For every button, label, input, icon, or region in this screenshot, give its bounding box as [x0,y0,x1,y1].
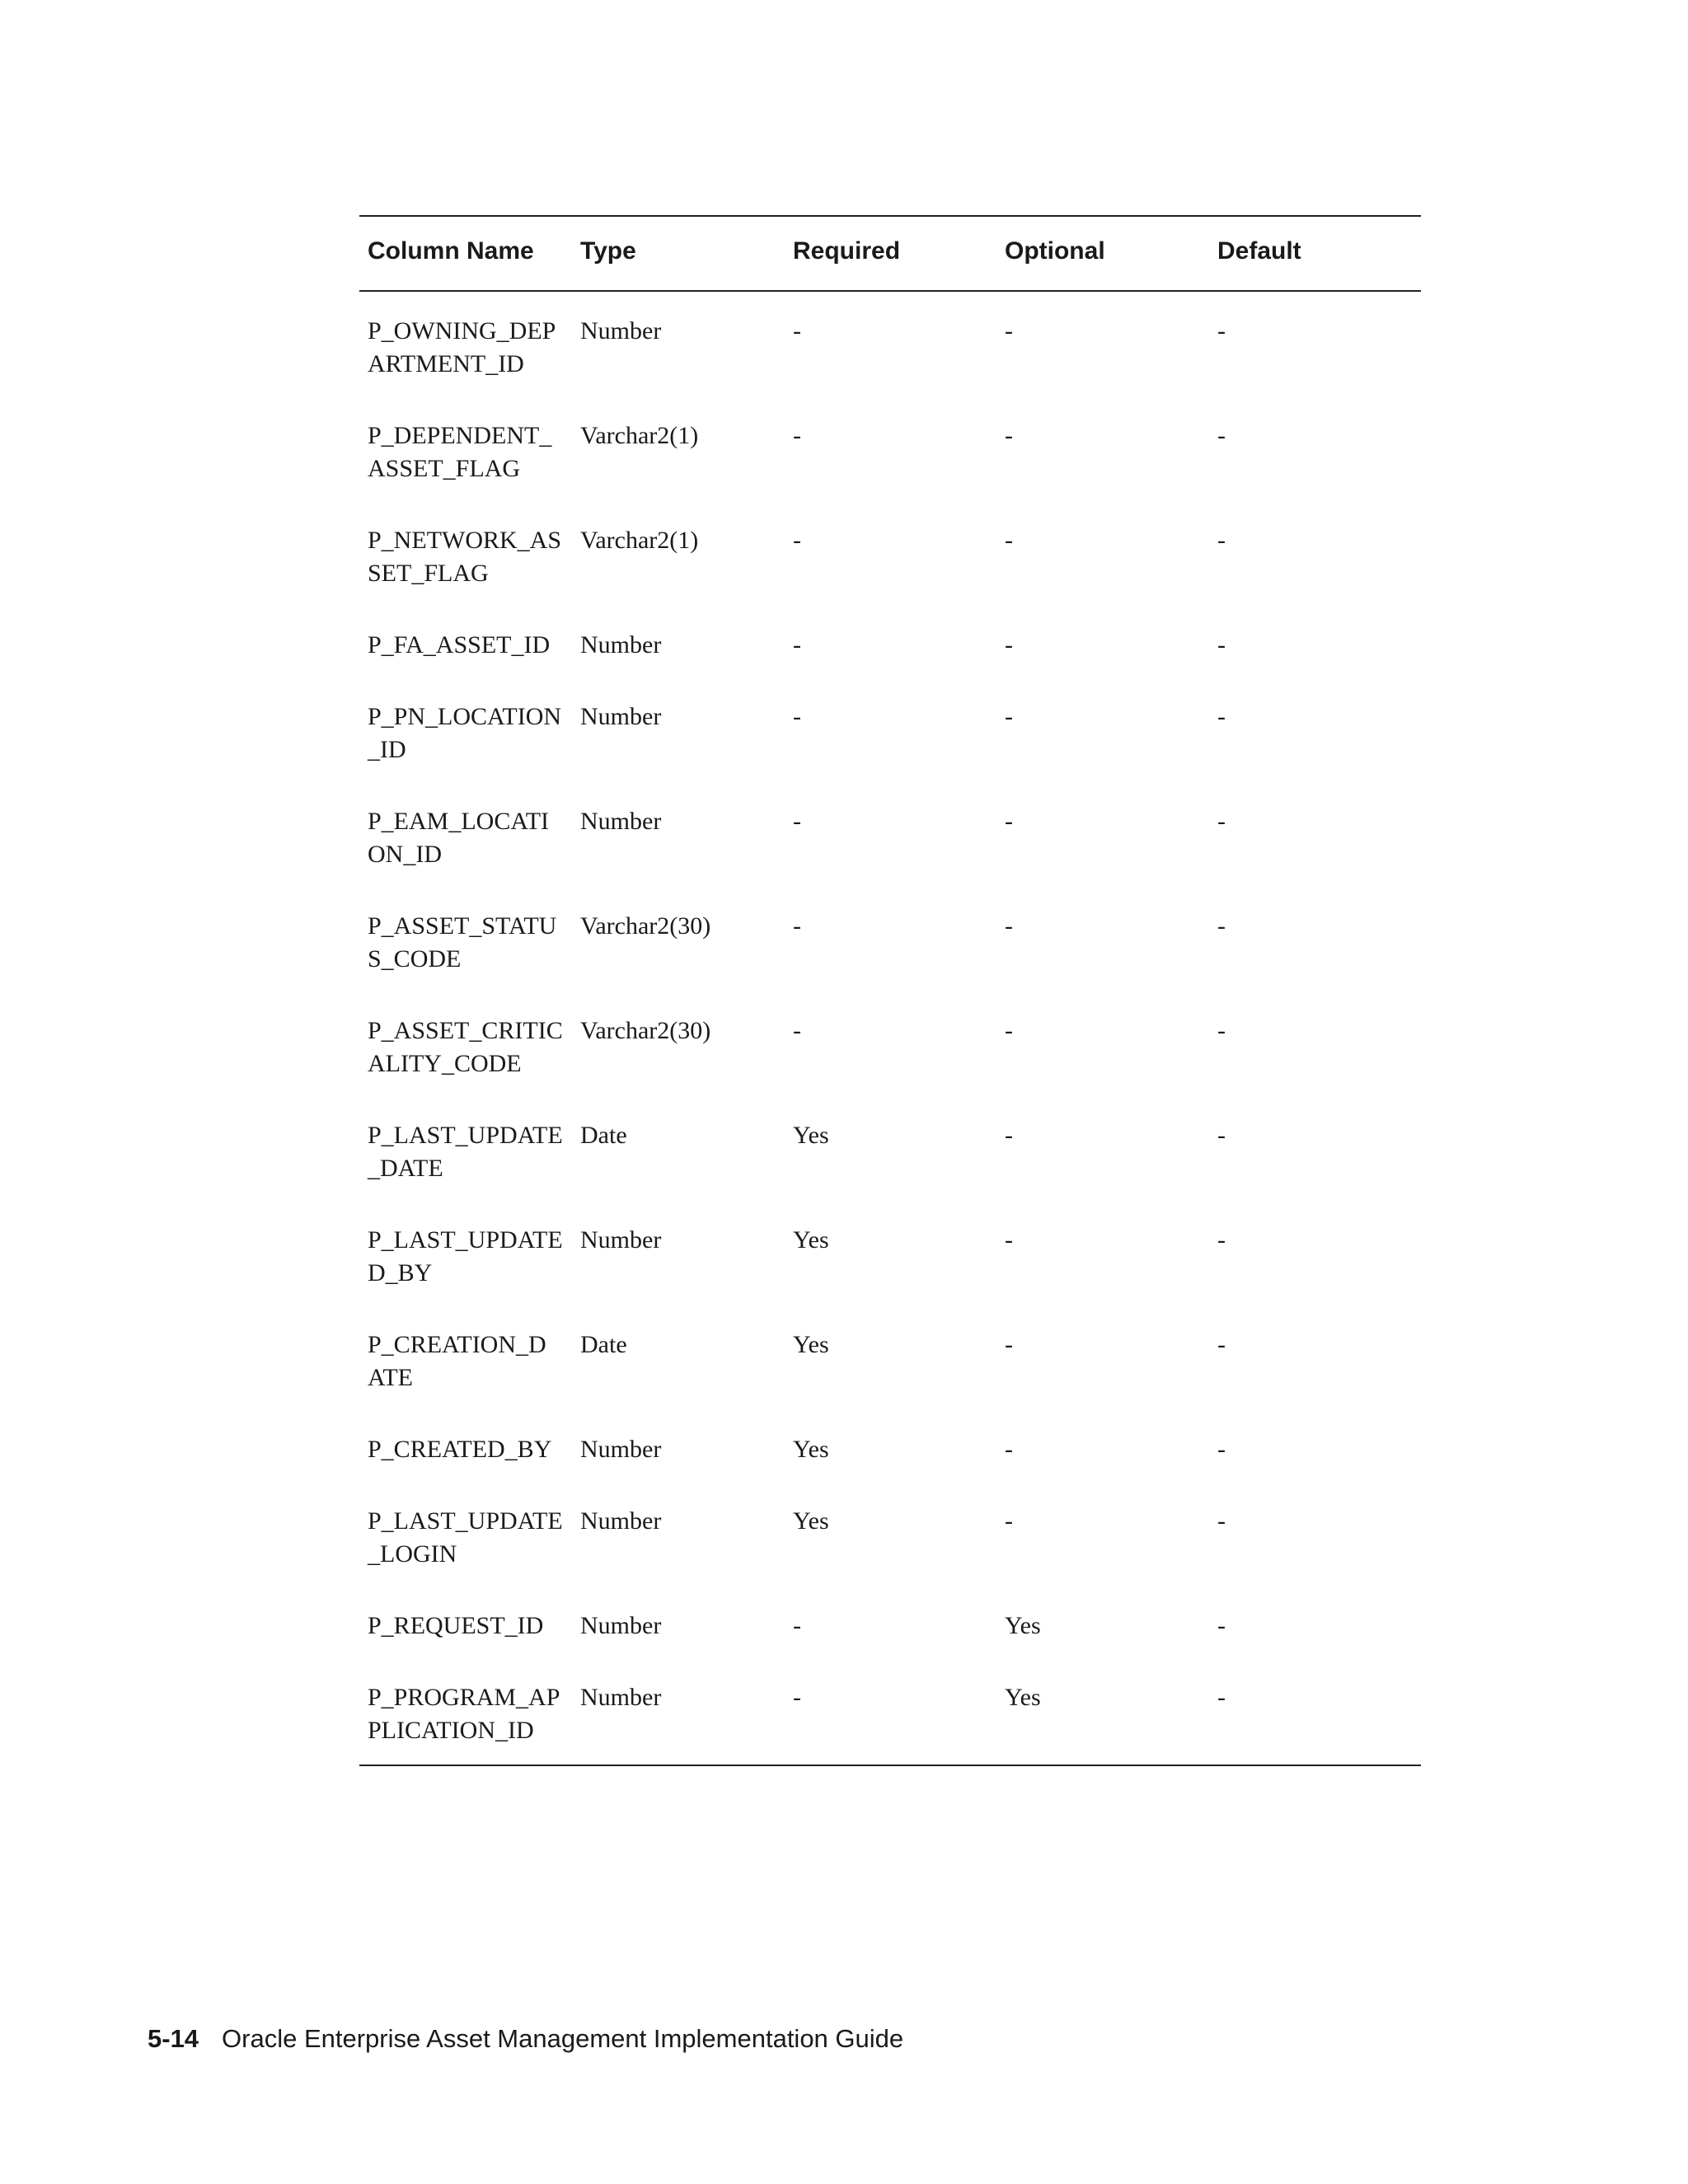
table-row [359,1207,1421,1312]
cell-type: Number [580,317,662,344]
cell-default: - [1217,1122,1226,1149]
cell-default: - [1217,808,1226,835]
cell-optional: - [1005,631,1013,658]
table-row [359,508,1421,612]
table-row [359,789,1421,893]
cell-optional: - [1005,703,1013,730]
cell-column-name: P_ASSET_CRITICALITY_CODE [368,1017,563,1077]
cell-required: Yes [793,1226,829,1254]
table-row [359,893,1421,998]
cell-required: - [793,1612,801,1639]
cell-column-name: P_DEPENDENT_ASSET_FLAG [368,422,552,482]
cell-optional: - [1005,317,1013,344]
cell-default: - [1217,1507,1226,1535]
cell-default: - [1217,1612,1226,1639]
cell-required: - [793,703,801,730]
cell-type: Date [580,1122,627,1149]
cell-column-name: P_LAST_UPDATE_LOGIN [368,1507,563,1568]
cell-required: - [793,631,801,658]
cell-default: - [1217,1017,1226,1044]
cell-column-name: P_CREATED_BY [368,1436,552,1463]
header-column-name: Column Name [368,237,534,265]
cell-default: - [1217,1684,1226,1711]
cell-default: - [1217,317,1226,344]
header-required: Required [793,237,901,265]
cell-type: Number [580,808,662,835]
cell-column-name: P_CREATION_DATE [368,1331,546,1391]
cell-type: Varchar2(30) [580,912,711,940]
table-row [359,998,1421,1103]
cell-optional: Yes [1005,1612,1041,1639]
cell-required: Yes [793,1331,829,1358]
cell-required: - [793,1684,801,1711]
table-row [359,612,1421,684]
cell-required: - [793,912,801,940]
table-row [359,1312,1421,1417]
cell-column-name: P_PROGRAM_APPLICATION_ID [368,1684,560,1744]
table-row [359,1665,1421,1765]
cell-optional: - [1005,1017,1013,1044]
cell-optional: - [1005,1331,1013,1358]
cell-optional: Yes [1005,1684,1041,1711]
cell-column-name: P_NETWORK_ASSET_FLAG [368,527,562,587]
cell-type: Number [580,703,662,730]
cell-column-name: P_LAST_UPDATED_BY [368,1226,563,1286]
cell-optional: - [1005,1507,1013,1535]
table-header [359,216,1421,291]
cell-required: - [793,317,801,344]
table-row [359,684,1421,789]
table-row [359,403,1421,508]
cell-required: Yes [793,1507,829,1535]
cell-optional: - [1005,527,1013,554]
cell-type: Number [580,1684,662,1711]
cell-type: Number [580,1612,662,1639]
cell-type: Varchar2(1) [580,422,699,449]
cell-optional: - [1005,1122,1013,1149]
cell-column-name: P_FA_ASSET_ID [368,631,551,658]
cell-optional: - [1005,1436,1013,1463]
table-row [359,1417,1421,1488]
cell-default: - [1217,912,1226,940]
cell-default: - [1217,1331,1226,1358]
parameter-table [359,215,1421,1766]
cell-required: Yes [793,1122,829,1149]
cell-column-name: P_EAM_LOCATION_ID [368,808,550,868]
cell-optional: - [1005,422,1013,449]
cell-type: Date [580,1331,627,1358]
cell-default: - [1217,422,1226,449]
cell-type: Varchar2(1) [580,527,699,554]
cell-optional: - [1005,912,1013,940]
table-row [359,1593,1421,1665]
cell-type: Number [580,1507,662,1535]
cell-type: Number [580,1226,662,1254]
cell-required: - [793,527,801,554]
cell-type: Number [580,631,662,658]
cell-optional: - [1005,1226,1013,1254]
cell-default: - [1217,703,1226,730]
cell-required: - [793,1017,801,1044]
cell-type: Number [580,1436,662,1463]
cell-column-name: P_PN_LOCATION_ID [368,703,562,763]
table-header-row [359,216,1421,291]
cell-column-name: P_REQUEST_ID [368,1612,544,1639]
cell-type: Varchar2(30) [580,1017,711,1044]
cell-optional: - [1005,808,1013,835]
cell-default: - [1217,527,1226,554]
cell-default: - [1217,1436,1226,1463]
header-type: Type [580,237,636,265]
table-row [359,1103,1421,1207]
table-row [359,291,1421,403]
cell-required: - [793,422,801,449]
cell-column-name: P_LAST_UPDATE_DATE [368,1122,563,1182]
page-footer [148,2024,903,2054]
cell-required: - [793,808,801,835]
header-optional: Optional [1005,237,1105,265]
cell-default: - [1217,631,1226,658]
table-body [359,291,1421,1765]
cell-default: - [1217,1226,1226,1254]
parameter-table-container [359,215,1421,1766]
cell-column-name: P_OWNING_DEPARTMENT_ID [368,317,556,377]
cell-column-name: P_ASSET_STATUS_CODE [368,912,557,972]
cell-required: Yes [793,1436,829,1463]
book-title: Oracle Enterprise Asset Management Implementation Guide [222,2024,904,2053]
header-default: Default [1217,237,1301,265]
table-row [359,1488,1421,1593]
page-number: 5-14 [148,2024,199,2053]
